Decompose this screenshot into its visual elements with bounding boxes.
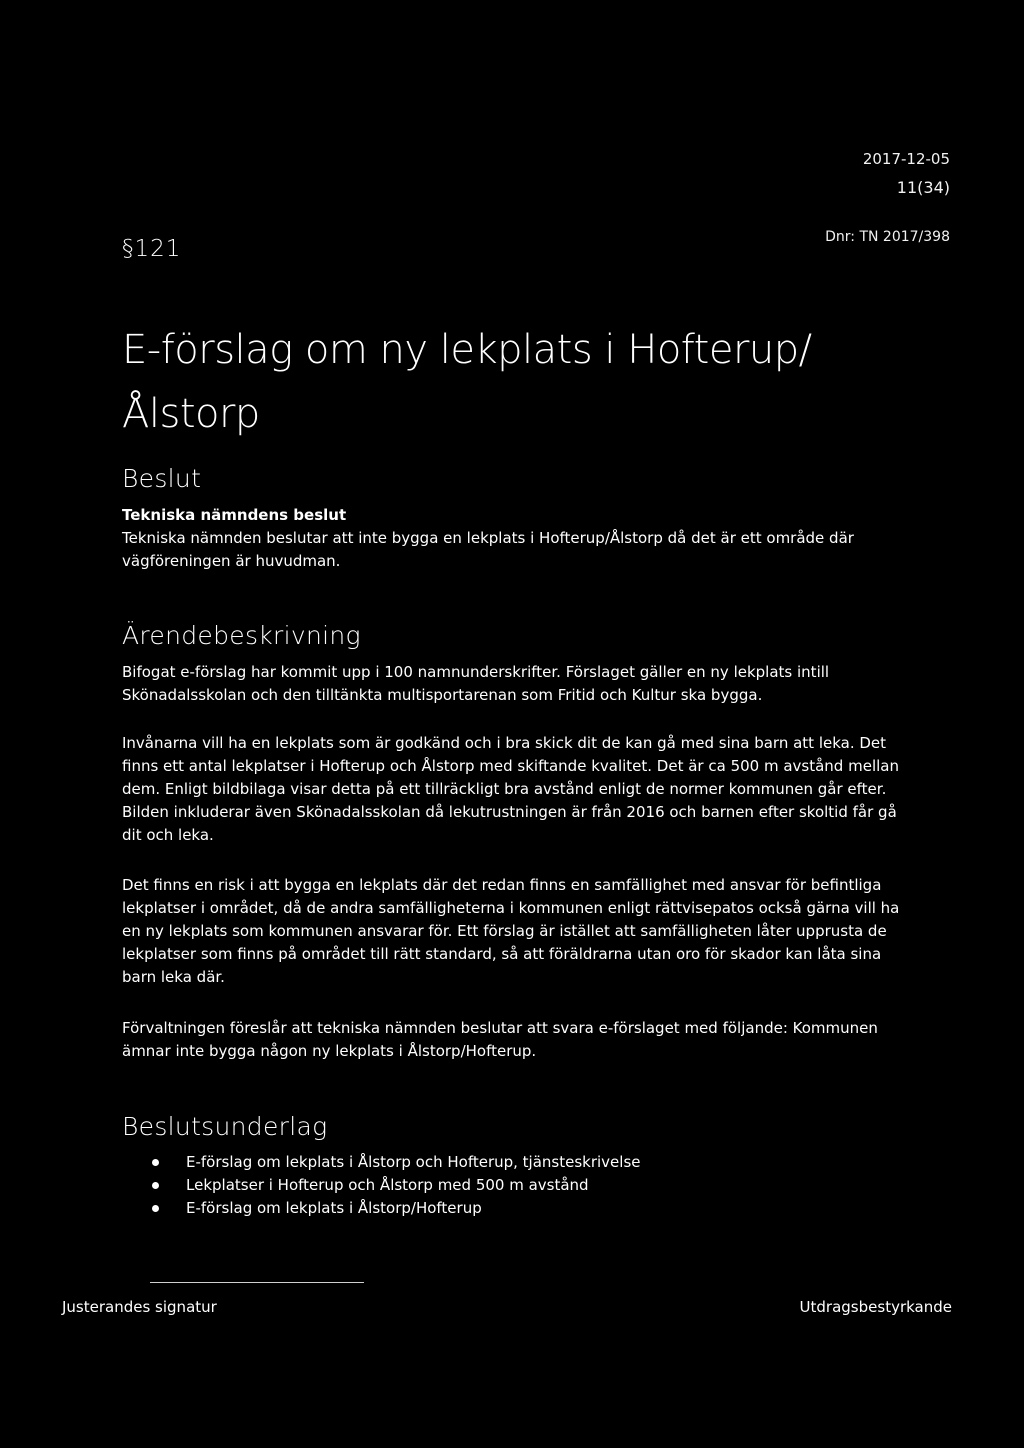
document-title: E-förslag om ny lekplats i Hofterup/Ålstorp — [122, 327, 812, 437]
arende-heading: Ärendebeskrivning — [122, 621, 361, 650]
list-item — [152, 1174, 912, 1197]
arende-paragraph-1: Bifogat e-förslag har kommit upp i 100 namnunderskrifter. Förslaget gäller en ny lekplats intill Skönadalsskolan och den tilltänkta multisportarenan som Fritid och Kultur ska bygga. — [122, 663, 830, 704]
paragraph-number: §121 — [122, 236, 182, 262]
case-number: Dnr: TN 2017/398 — [825, 229, 950, 245]
bullet-icon — [152, 1205, 159, 1212]
document-date: 2017-12-05 — [862, 150, 950, 168]
list-item-text: E-förslag om lekplats i Ålstorp/Hofterup — [186, 1199, 482, 1217]
signature-label-left: Justerandes signatur — [62, 1298, 217, 1316]
bullet-icon — [152, 1159, 159, 1166]
arende-paragraph-3: Det finns en risk i att bygga en lekplats där det redan finns en samfällighet med ansvar för befintliga lekplatser i området, då de andra samfälligheterna i kommunen enligt rättvisepatos också gärna vill ha en ny lekplats som kommunen ansvarar för. Ett förslag är istället att samfälligheten låter upprusta de lekplatser som finns på området till rätt standard, så att föräldrarna utan oro för skador kan låta sina barn leka där. — [122, 876, 900, 986]
beslut-heading: Beslut — [122, 464, 202, 493]
underlag-heading: Beslutsunderlag — [122, 1112, 328, 1141]
arende-paragraph-4: Förvaltningen föreslår att tekniska nämnden beslutar att svara e-förslaget med följande: Kommunen ämnar inte bygga någon ny lekplats i Ålstorp/Hofterup. — [122, 1019, 878, 1060]
list-item — [152, 1197, 912, 1220]
page-number: 11(34) — [896, 178, 950, 197]
bullet-icon — [152, 1182, 159, 1189]
underlag-list — [152, 1151, 912, 1220]
list-item — [152, 1151, 912, 1174]
arende-paragraph-2: Invånarna vill ha en lekplats som är godkänd och i bra skick dit de kan gå med sina barn att leka. Det finns ett antal lekplatser i Hofterup och Ålstorp med skiftande kvalitet. Det är ca 500 m avstånd mellan dem. Enligt bildbilaga visar detta på ett tillräckligt bra avstånd enligt de normer kommunen går efter. Bilden inkluderar även Skönadalsskolan då lekutrustningen är från 2016 och barnen efter skoltid får gå dit och leka. — [122, 734, 899, 844]
list-item-text: E-förslag om lekplats i Ålstorp och Hofterup, tjänsteskrivelse — [186, 1153, 641, 1171]
beslut-text: Tekniska nämnden beslutar att inte bygga en lekplats i Hofterup/Ålstorp då det är ett område där vägföreningen är huvudman. — [122, 529, 854, 570]
signature-line — [150, 1282, 364, 1283]
beslut-subheading: Tekniska nämndens beslut — [122, 506, 347, 524]
signature-label-right: Utdragsbestyrkande — [799, 1298, 952, 1316]
list-item-text: Lekplatser i Hofterup och Ålstorp med 500 m avstånd — [186, 1176, 589, 1194]
